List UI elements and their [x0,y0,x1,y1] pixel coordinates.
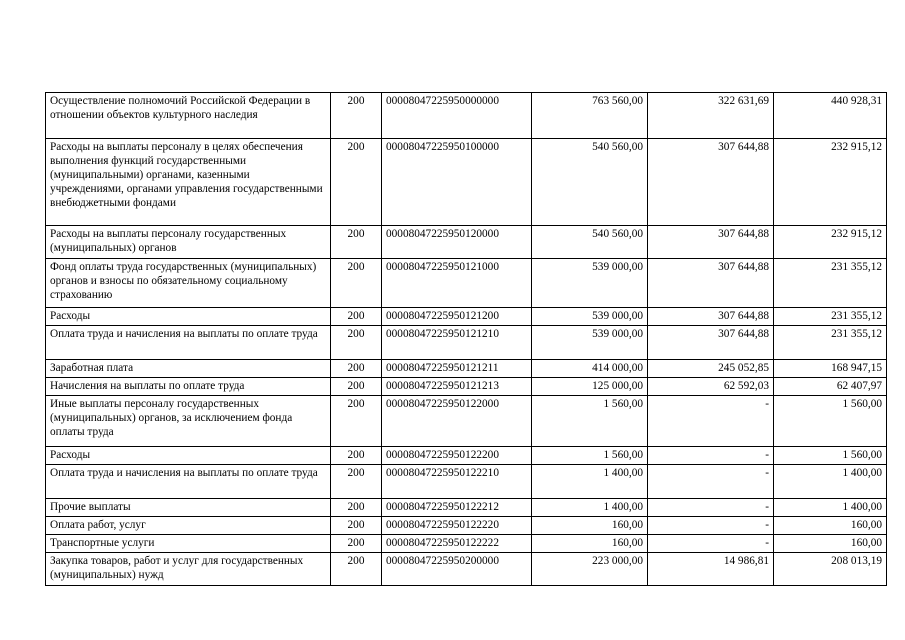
row-rest-cell: 1 560,00 [774,447,887,465]
row-done-cell: 307 644,88 [648,326,774,360]
row-rest-cell: 208 013,19 [774,553,887,586]
table-row [46,259,887,308]
row-rest-cell: 231 355,12 [774,326,887,360]
row-name-cell: Прочие выплаты [46,499,331,517]
row-rest-cell: 1 400,00 [774,465,887,499]
row-rest-cell: 1 560,00 [774,396,887,447]
table-row [46,139,887,226]
row-code-cell: 200 [331,465,382,499]
row-name-cell: Иные выплаты персоналу государственных (муниципальных) органов, за исключением фонда оплаты труда [46,396,331,447]
row-name-cell: Транспортные услуги [46,535,331,553]
row-plan-cell: 540 560,00 [532,139,648,226]
row-kbk-cell: 00008047225950122210 [382,465,532,499]
row-kbk-cell: 00008047225950122200 [382,447,532,465]
row-code-cell: 200 [331,553,382,586]
row-plan-cell: 414 000,00 [532,360,648,378]
row-plan-cell: 160,00 [532,517,648,535]
row-code-cell: 200 [331,308,382,326]
table-row [46,553,887,586]
table-row [46,93,887,139]
row-name-cell: Начисления на выплаты по оплате труда [46,378,331,396]
row-name-cell: Осуществление полномочий Российской Федерации в отношении объектов культурного наследия [46,93,331,139]
row-rest-cell: 168 947,15 [774,360,887,378]
row-code-cell: 200 [331,535,382,553]
row-kbk-cell: 00008047225950122212 [382,499,532,517]
row-plan-cell: 539 000,00 [532,308,648,326]
row-code-cell: 200 [331,226,382,259]
row-code-cell: 200 [331,93,382,139]
table-row [46,308,887,326]
row-name-cell: Закупка товаров, работ и услуг для государственных (муниципальных) нужд [46,553,331,586]
row-kbk-cell: 00008047225950122220 [382,517,532,535]
row-plan-cell: 539 000,00 [532,259,648,308]
table-row [46,360,887,378]
table-row [46,465,887,499]
row-done-cell: 307 644,88 [648,308,774,326]
row-plan-cell: 540 560,00 [532,226,648,259]
row-kbk-cell: 00008047225950122222 [382,535,532,553]
row-code-cell: 200 [331,139,382,226]
row-code-cell: 200 [331,378,382,396]
row-name-cell: Оплата труда и начисления на выплаты по оплате труда [46,465,331,499]
row-done-cell: - [648,535,774,553]
row-name-cell: Оплата труда и начисления на выплаты по оплате труда [46,326,331,360]
row-done-cell: 307 644,88 [648,226,774,259]
row-done-cell: 14 986,81 [648,553,774,586]
row-done-cell: - [648,517,774,535]
table-row [46,447,887,465]
row-name-cell: Заработная плата [46,360,331,378]
row-rest-cell: 231 355,12 [774,308,887,326]
row-name-cell: Расходы [46,447,331,465]
row-done-cell: - [648,499,774,517]
row-kbk-cell: 00008047225950122000 [382,396,532,447]
table-row [46,535,887,553]
row-done-cell: 322 631,69 [648,93,774,139]
budget-execution-table [45,92,887,586]
row-kbk-cell: 00008047225950200000 [382,553,532,586]
row-kbk-cell: 00008047225950100000 [382,139,532,226]
row-done-cell: 62 592,03 [648,378,774,396]
row-name-cell: Расходы [46,308,331,326]
row-code-cell: 200 [331,517,382,535]
row-name-cell: Фонд оплаты труда государственных (муниципальных) органов и взносы по обязательному социальному страхованию [46,259,331,308]
row-code-cell: 200 [331,360,382,378]
row-rest-cell: 62 407,97 [774,378,887,396]
table-row [46,517,887,535]
row-kbk-cell: 00008047225950121211 [382,360,532,378]
row-done-cell: - [648,465,774,499]
table-row [46,396,887,447]
row-rest-cell: 440 928,31 [774,93,887,139]
row-plan-cell: 1 560,00 [532,447,648,465]
row-done-cell: 307 644,88 [648,259,774,308]
row-code-cell: 200 [331,259,382,308]
row-kbk-cell: 00008047225950120000 [382,226,532,259]
row-rest-cell: 160,00 [774,517,887,535]
row-rest-cell: 1 400,00 [774,499,887,517]
row-plan-cell: 1 560,00 [532,396,648,447]
table-row [46,326,887,360]
row-kbk-cell: 00008047225950121213 [382,378,532,396]
row-name-cell: Расходы на выплаты персоналу государственных (муниципальных) органов [46,226,331,259]
row-plan-cell: 1 400,00 [532,499,648,517]
table-row [46,378,887,396]
row-name-cell: Расходы на выплаты персоналу в целях обеспечения выполнения функций государственными (муниципальными) органами, казенными учреждениями, органами управления государственными внебюджетными фондами [46,139,331,226]
row-done-cell: - [648,447,774,465]
row-kbk-cell: 00008047225950121000 [382,259,532,308]
row-kbk-cell: 00008047225950000000 [382,93,532,139]
row-done-cell: 307 644,88 [648,139,774,226]
row-plan-cell: 160,00 [532,535,648,553]
row-plan-cell: 223 000,00 [532,553,648,586]
row-code-cell: 200 [331,326,382,360]
row-rest-cell: 160,00 [774,535,887,553]
table-row [46,499,887,517]
row-rest-cell: 232 915,12 [774,226,887,259]
row-done-cell: - [648,396,774,447]
row-done-cell: 245 052,85 [648,360,774,378]
row-code-cell: 200 [331,396,382,447]
row-rest-cell: 232 915,12 [774,139,887,226]
row-plan-cell: 125 000,00 [532,378,648,396]
row-code-cell: 200 [331,447,382,465]
row-kbk-cell: 00008047225950121210 [382,326,532,360]
row-name-cell: Оплата работ, услуг [46,517,331,535]
table-row [46,226,887,259]
row-plan-cell: 539 000,00 [532,326,648,360]
row-plan-cell: 1 400,00 [532,465,648,499]
row-rest-cell: 231 355,12 [774,259,887,308]
row-kbk-cell: 00008047225950121200 [382,308,532,326]
row-plan-cell: 763 560,00 [532,93,648,139]
row-code-cell: 200 [331,499,382,517]
